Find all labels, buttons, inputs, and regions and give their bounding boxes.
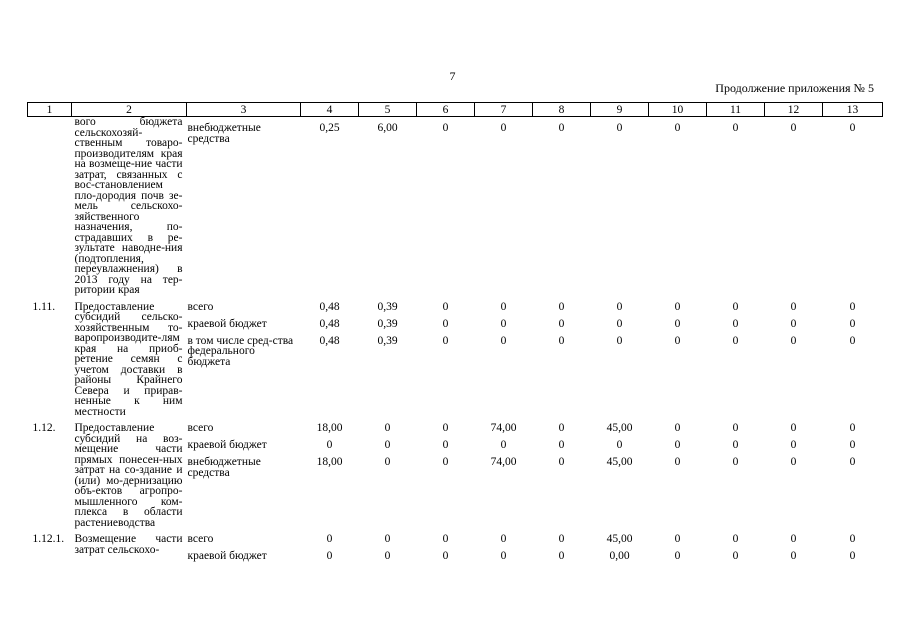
value: 0	[849, 533, 856, 545]
value: 74,00	[490, 422, 517, 434]
value: 0	[442, 422, 449, 434]
value: 45,00	[606, 533, 633, 545]
value: 0	[558, 317, 565, 330]
value: 0	[500, 300, 507, 313]
value-cell-col-13	[823, 117, 883, 296]
value-cell-col-11	[707, 534, 765, 568]
value-cell-col-11	[707, 423, 765, 528]
value: 74,00	[490, 456, 517, 468]
value: 6,00	[377, 122, 398, 134]
value: 0	[442, 439, 449, 451]
value-cell-col-4	[301, 534, 359, 568]
value-cell-col-6	[417, 423, 475, 528]
funding-source: всего	[187, 422, 214, 434]
value-cell-col-6	[417, 534, 475, 568]
value: 0	[442, 456, 449, 468]
value: 0	[790, 456, 797, 468]
column-header: 5	[359, 103, 417, 117]
value: 0	[732, 122, 739, 134]
value: 0	[674, 122, 681, 134]
value-cell-col-12	[765, 423, 823, 528]
value: 0	[790, 533, 797, 545]
value: 0	[849, 300, 856, 313]
value: 0	[674, 317, 681, 330]
value: 0	[732, 439, 739, 451]
value: 0	[326, 439, 333, 451]
value: 0	[326, 533, 333, 545]
value-cell-col-11	[707, 117, 765, 296]
value: 0	[442, 317, 449, 330]
value: 0	[790, 122, 797, 134]
value: 0,48	[319, 317, 340, 330]
column-header: 4	[301, 103, 359, 117]
item-description: Предоставление субсидий сельско-хозяйственным то-варопроизводите-лям края на приоб-ретение семян с учетом доставки в районы Крайнего Севера и прирав-ненные к ним местности	[74, 300, 183, 418]
column-header: 9	[591, 103, 649, 117]
column-header: 12	[765, 103, 823, 117]
value: 0	[500, 439, 507, 451]
value: 45,00	[606, 422, 633, 434]
funding-source-cell	[187, 117, 301, 296]
item-description: вого бюджета сельскохозяй-ственным товаро-производителям края на возмеще-ние части затрат, связанных с вос-становлением пло-дородия почв зе-мель сельскохо-зяйственного назначения, по-страдавших в ре-зультате наводне-ния (подтопления, переувлажнения) в 2013 году на тер-ритории края	[74, 116, 183, 296]
value-cell-col-10	[649, 302, 707, 418]
funding-source: внебюджетные средства	[187, 122, 261, 145]
value: 0,39	[377, 317, 398, 330]
table-row	[28, 117, 883, 296]
value-cell-col-8	[533, 302, 591, 418]
value: 0	[732, 300, 739, 313]
value: 0	[558, 533, 565, 545]
value: 0	[849, 439, 856, 451]
value: 0,48	[319, 300, 340, 313]
value: 0	[616, 317, 623, 330]
value: 0	[616, 439, 623, 451]
value: 0	[616, 300, 623, 313]
value: 0	[790, 334, 797, 347]
column-header: 11	[707, 103, 765, 117]
value: 0	[849, 334, 856, 347]
value-cell-col-8	[533, 423, 591, 528]
value: 0	[674, 334, 681, 347]
table-row	[28, 302, 883, 418]
continuation-label: Продолжение приложения № 5	[715, 81, 874, 95]
value: 0	[384, 550, 391, 562]
value-cell-col-8	[533, 117, 591, 296]
value: 0	[849, 122, 856, 134]
value-cell-col-12	[765, 534, 823, 568]
value-cell-col-7	[475, 534, 533, 568]
column-header: 13	[823, 103, 883, 117]
value-cell-col-13	[823, 302, 883, 418]
value-cell-col-10	[649, 534, 707, 568]
value-cell-col-6	[417, 302, 475, 418]
value: 0	[500, 334, 507, 347]
value: 0	[558, 122, 565, 134]
value: 0	[500, 122, 507, 134]
value: 0	[384, 422, 391, 434]
value-cell-col-11	[707, 302, 765, 418]
value: 0	[558, 300, 565, 313]
value: 0	[384, 456, 391, 468]
value: 0	[732, 317, 739, 330]
funding-source-cell	[187, 423, 301, 528]
value: 0,48	[319, 334, 340, 347]
value: 0,25	[319, 122, 340, 134]
column-header: 10	[649, 103, 707, 117]
value-cell-col-4	[301, 302, 359, 418]
value-cell-col-9	[591, 302, 649, 418]
value: 0	[558, 422, 565, 434]
value: 0	[732, 422, 739, 434]
value: 0	[442, 533, 449, 545]
table-row	[28, 423, 883, 528]
value: 0	[790, 439, 797, 451]
value: 0	[732, 456, 739, 468]
funding-source: краевой бюджет	[187, 439, 267, 451]
value: 0	[790, 550, 797, 562]
column-header: 3	[187, 103, 301, 117]
value: 0	[558, 439, 565, 451]
value: 0	[674, 533, 681, 545]
column-header: 7	[475, 103, 533, 117]
value-cell-col-4	[301, 117, 359, 296]
funding-source: краевой бюджет	[187, 317, 267, 330]
value: 0	[442, 122, 449, 134]
value: 0	[500, 550, 507, 562]
value-cell-col-9	[591, 423, 649, 528]
value: 18,00	[316, 456, 343, 468]
column-header-row	[28, 103, 883, 117]
value-cell-col-7	[475, 423, 533, 528]
value: 0	[442, 300, 449, 313]
table-body	[28, 117, 883, 569]
value: 0	[732, 533, 739, 545]
value: 45,00	[606, 456, 633, 468]
value-cell-col-12	[765, 117, 823, 296]
value: 0	[558, 550, 565, 562]
value: 0	[674, 550, 681, 562]
item-number: 1.12.1.	[32, 533, 65, 545]
column-header: 1	[28, 103, 72, 117]
value-cell-col-10	[649, 423, 707, 528]
item-number: 1.12.	[32, 422, 56, 434]
value: 0	[674, 300, 681, 313]
value: 0	[790, 422, 797, 434]
funding-source-cell	[187, 302, 301, 418]
value: 0	[442, 550, 449, 562]
value: 0,39	[377, 300, 398, 313]
value: 0	[790, 300, 797, 313]
value: 0	[558, 456, 565, 468]
value-cell-col-10	[649, 117, 707, 296]
item-description: Возмещение части затрат сельскохо-	[74, 533, 183, 556]
value: 0	[674, 422, 681, 434]
value-cell-col-12	[765, 302, 823, 418]
value: 0	[558, 334, 565, 347]
value-cell-col-6	[417, 117, 475, 296]
column-header: 6	[417, 103, 475, 117]
value-cell-col-9	[591, 117, 649, 296]
value-cell-col-9	[591, 534, 649, 568]
value: 0	[674, 439, 681, 451]
value: 0	[849, 422, 856, 434]
funding-source-cell	[187, 534, 301, 568]
value: 18,00	[316, 422, 343, 434]
funding-source: всего	[187, 533, 214, 545]
value: 0,00	[609, 550, 630, 562]
value: 0	[849, 550, 856, 562]
value: 0	[384, 533, 391, 545]
value: 0	[616, 334, 623, 347]
value: 0	[732, 334, 739, 347]
value: 0	[326, 550, 333, 562]
value-cell-col-13	[823, 423, 883, 528]
value: 0	[674, 456, 681, 468]
value-cell-col-5	[359, 302, 417, 418]
value: 0	[790, 317, 797, 330]
funding-source: всего	[187, 300, 214, 313]
value-cell-col-13	[823, 534, 883, 568]
value-cell-col-5	[359, 117, 417, 296]
value: 0	[732, 550, 739, 562]
item-number	[28, 117, 72, 296]
value-cell-col-5	[359, 534, 417, 568]
item-number: 1.11.	[32, 300, 56, 313]
funding-source: краевой бюджет	[187, 550, 267, 562]
appendix-table	[27, 102, 883, 568]
value-cell-col-7	[475, 117, 533, 296]
value-cell-col-5	[359, 423, 417, 528]
value: 0	[384, 439, 391, 451]
column-header: 8	[533, 103, 591, 117]
item-description: Предоставление субсидий на воз-мещение части прямых понесен-ных затрат на со-здание и (или) мо-дернизацию объ-ектов агропро-мышленного ком-плекса в области растениеводства	[74, 422, 183, 529]
value: 0	[849, 456, 856, 468]
value: 0	[500, 317, 507, 330]
value-cell-col-7	[475, 302, 533, 418]
page-number: 7	[449, 69, 456, 83]
value: 0	[616, 122, 623, 134]
table-row	[28, 534, 883, 568]
value-cell-col-4	[301, 423, 359, 528]
value: 0	[500, 533, 507, 545]
value: 0,39	[377, 334, 398, 347]
funding-source: внебюджетные средства	[187, 456, 261, 479]
value: 0	[849, 317, 856, 330]
column-header: 2	[72, 103, 187, 117]
funding-source: в том числе сред-ства федерального бюджета	[187, 334, 294, 368]
value: 0	[442, 334, 449, 347]
value-cell-col-8	[533, 534, 591, 568]
